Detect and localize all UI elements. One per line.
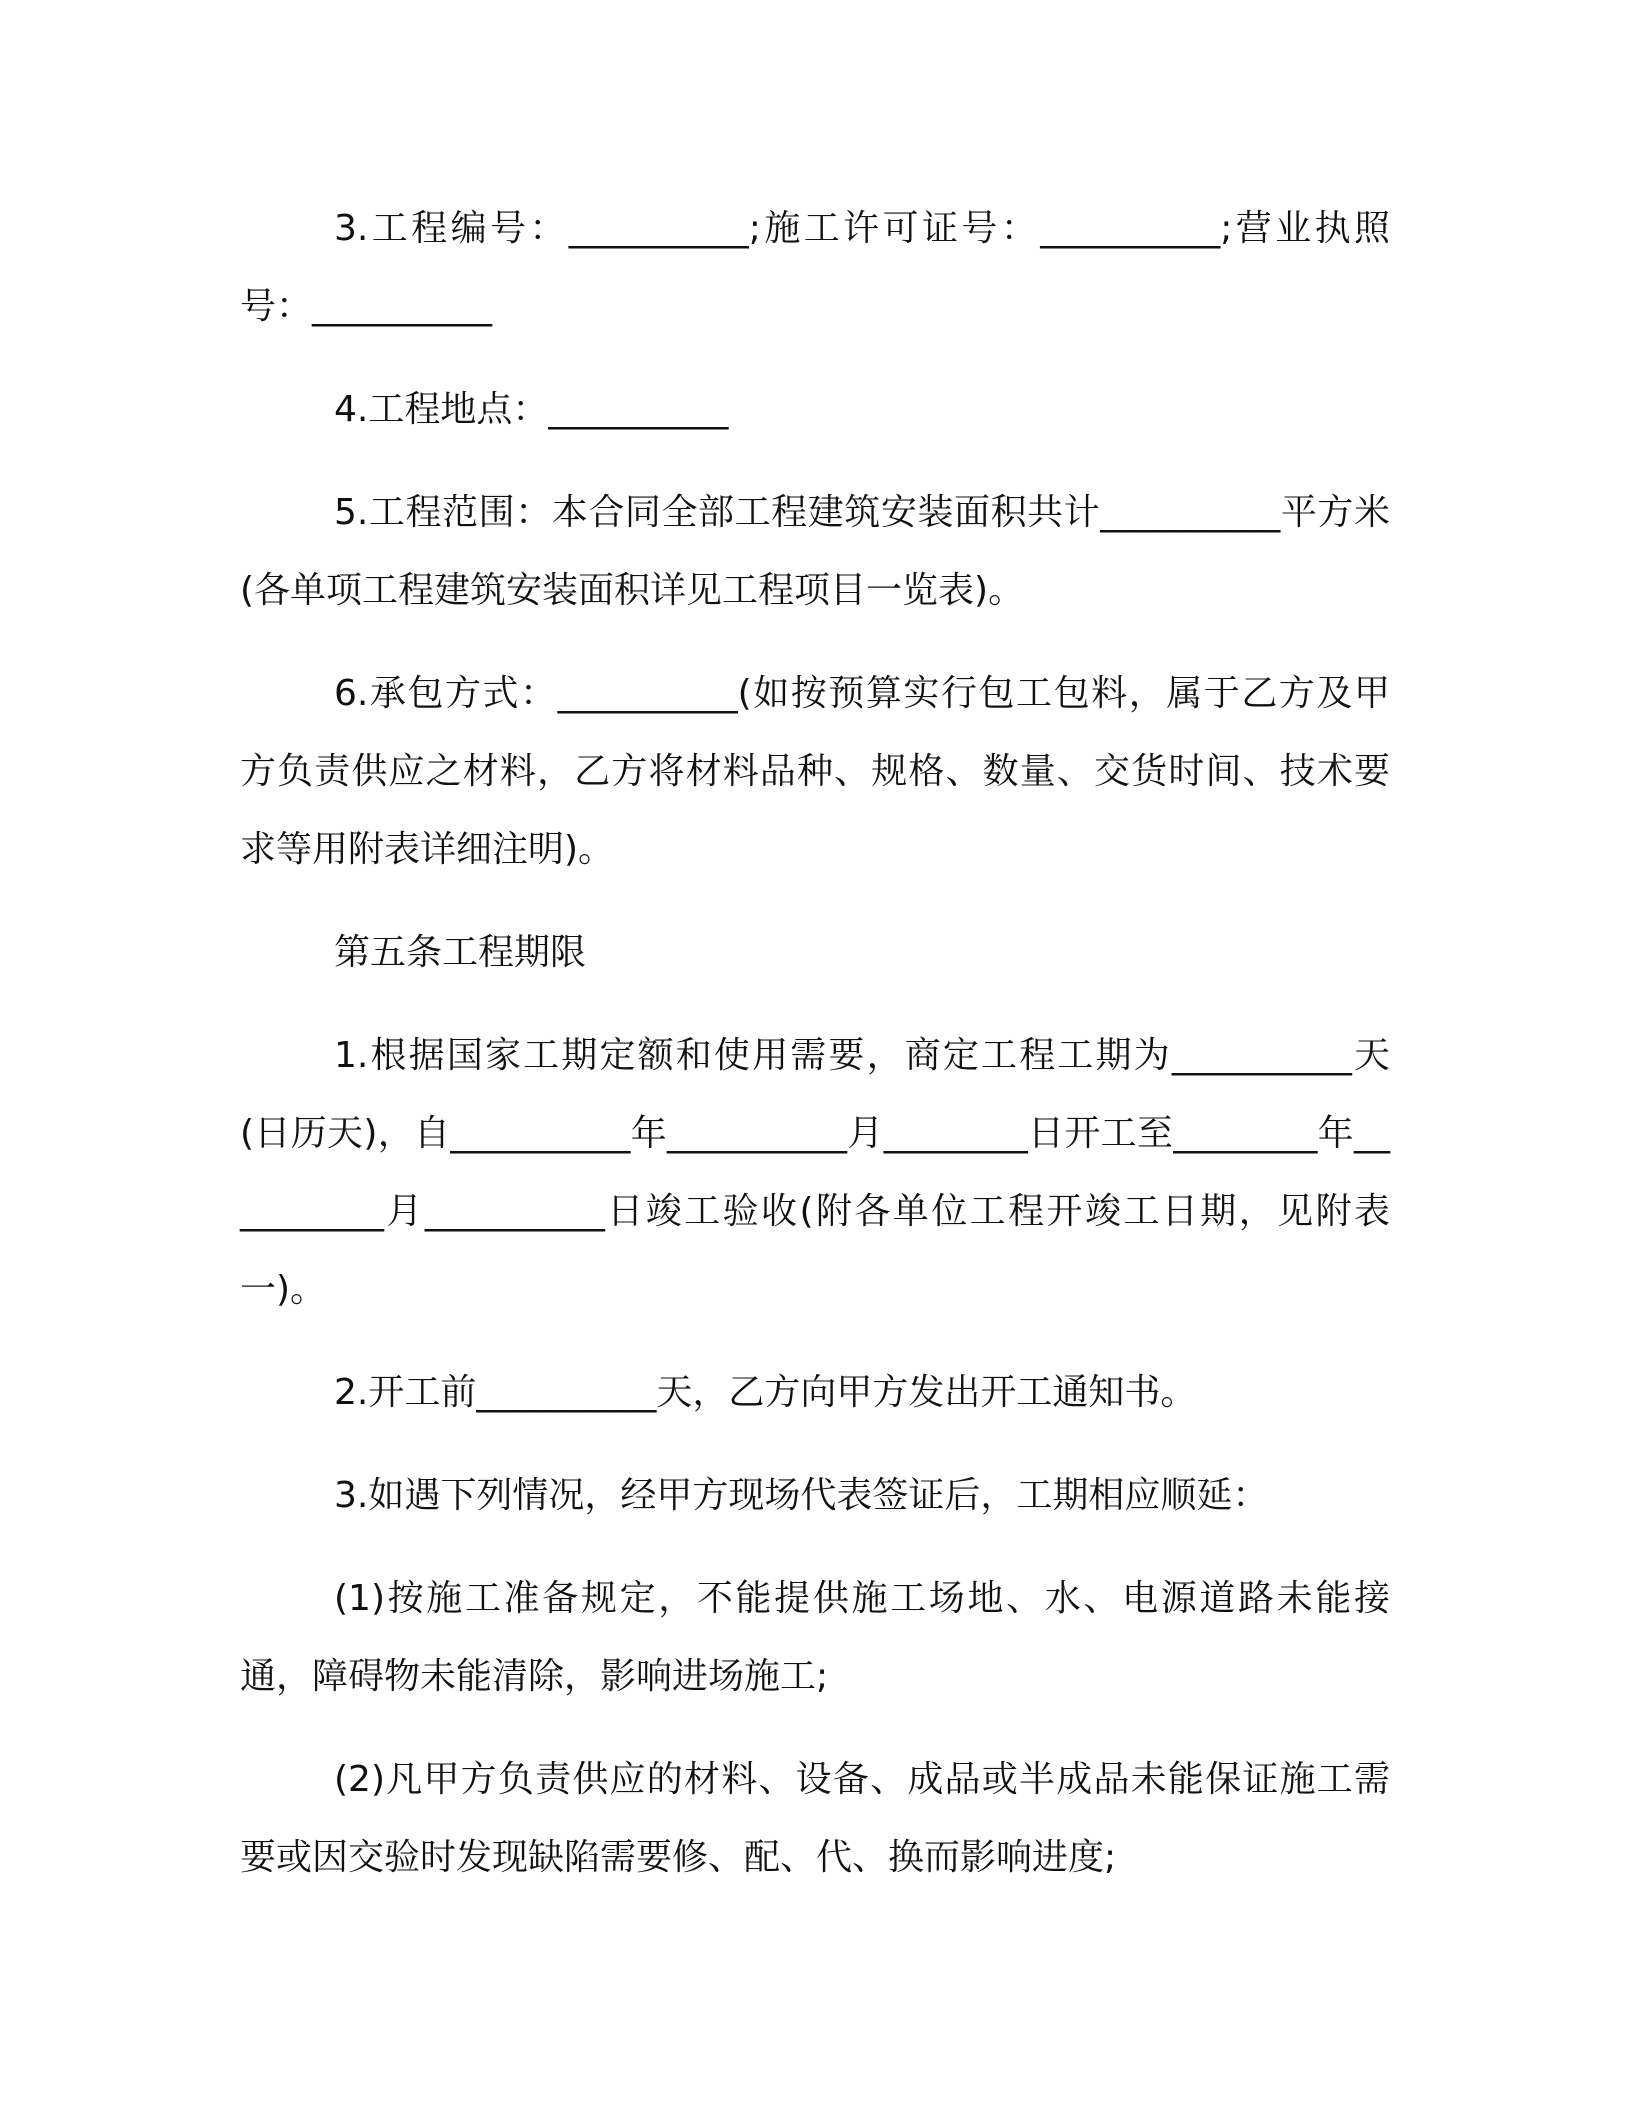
clause-5-project-scope: 5.工程范围：本合同全部工程建筑安装面积共计__________平方米(各单项工程建筑安装面积详见工程项目一览表)。	[240, 492, 1390, 611]
clause-4-project-location: 4.工程地点：__________	[334, 389, 729, 430]
term-clause-2-notice: 2.开工前__________天，乙方向甲方发出开工通知书。	[334, 1372, 1197, 1413]
extension-case-1: (1)按施工准备规定，不能提供施工场地、水、电源道路未能接通，障碍物未能清除，影响进场施工;	[240, 1578, 1390, 1697]
term-clause-1-duration: 1.根据国家工期定额和使用需要，商定工程工期为__________天(日历天)，自__________年__________月________日开工至________年__________月__________日竣工验收(附各单位工程开竣工日期，见附表一)。	[240, 1035, 1390, 1310]
extension-case-2: (2)凡甲方负责供应的材料、设备、成品或半成品未能保证施工需要或因交验时发现缺陷需要修、配、代、换而影响进度;	[240, 1759, 1390, 1878]
term-clause-3-extension: 3.如遇下列情况，经甲方现场代表签证后，工期相应顺延：	[334, 1475, 1269, 1516]
article-5-heading: 第五条工程期限	[334, 932, 587, 973]
clause-6-contract-method: 6.承包方式：__________(如按预算实行包工包料，属于乙方及甲方负责供应之材料，乙方将材料品种、规格、数量、交货时间、技术要求等用附表详细注明)。	[240, 673, 1390, 870]
document-page	[240, 190, 1390, 1922]
clause-3-project-number: 3.工程编号：__________;施工许可证号：__________;营业执照号：__________	[240, 208, 1390, 327]
